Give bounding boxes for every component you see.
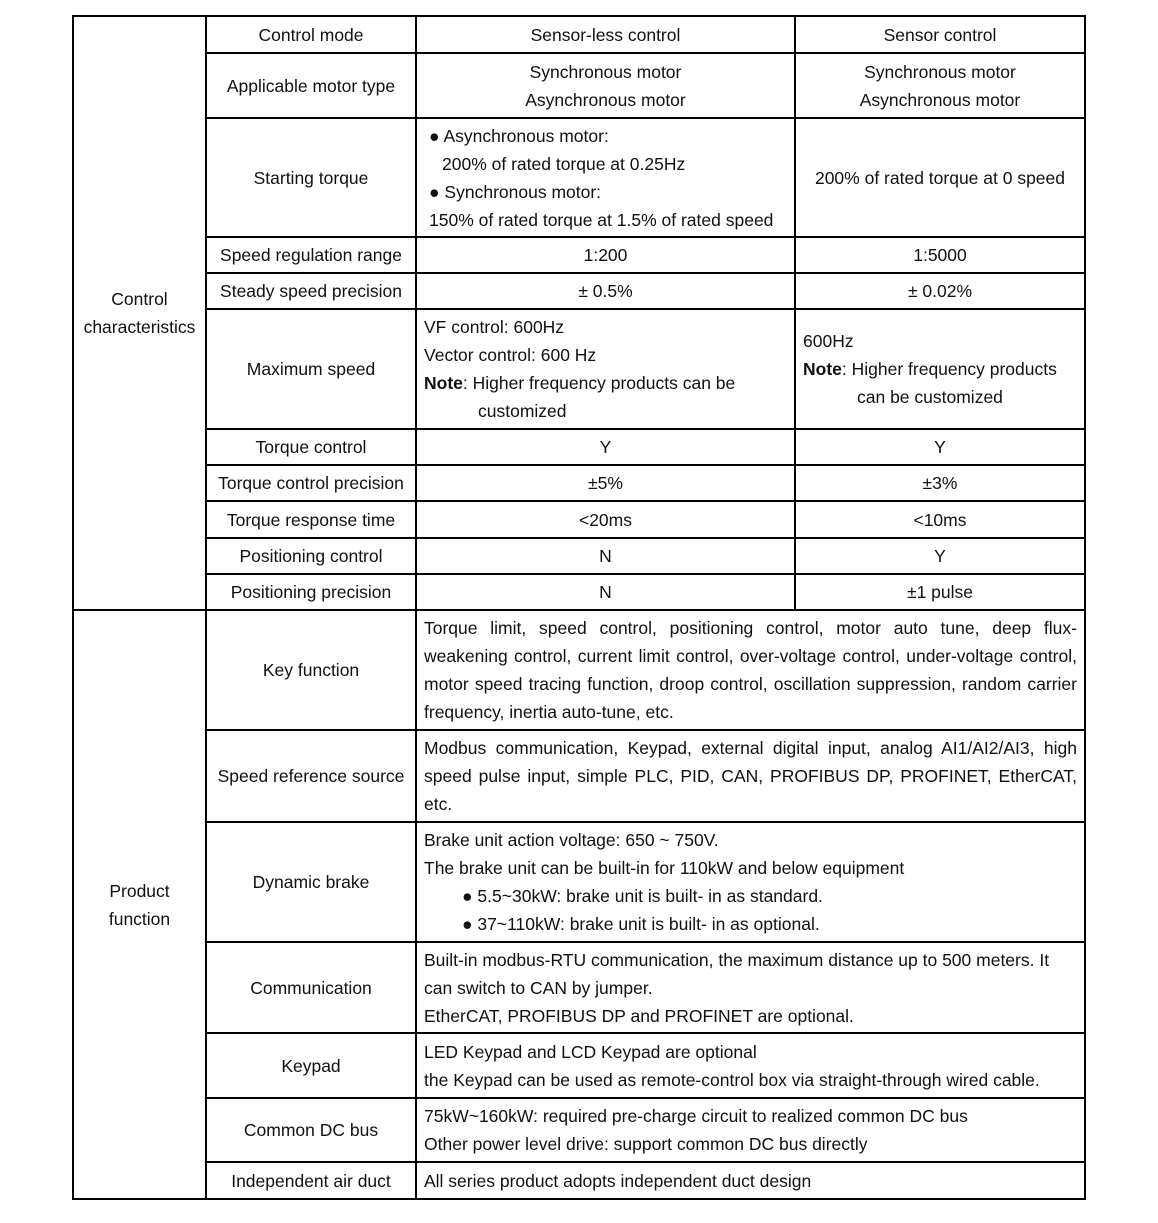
table-row: [73, 574, 1085, 610]
group-label-control: Control characteristics: [73, 16, 206, 610]
row-label: Positioning control: [206, 538, 416, 574]
cell-value: Y: [795, 538, 1085, 574]
cell-value: Y: [795, 429, 1085, 465]
table-row: [73, 118, 1085, 237]
cell-value: Torque limit, speed control, positioning control, motor auto tune, deep flux-weakening control, current limit control, over-voltage control, under-voltage control, motor speed tracing function, droop control, oscillation suppression, random carrier frequency, inertia auto-tune, etc.: [416, 610, 1085, 730]
row-label: Common DC bus: [206, 1098, 416, 1162]
cell-value: 1:200: [416, 237, 795, 273]
table-row: [73, 1162, 1085, 1199]
cell-value: ± 0.02%: [795, 273, 1085, 309]
column-header-sensorless: Sensor-less control: [416, 16, 795, 53]
row-label: Torque control: [206, 429, 416, 465]
row-label: Control mode: [206, 16, 416, 53]
row-label: Communication: [206, 942, 416, 1033]
row-label: Independent air duct: [206, 1162, 416, 1199]
cell-value: ± 0.5%: [416, 273, 795, 309]
cell-value: ● Asynchronous motor: 200% of rated torque at 0.25Hz ● Synchronous motor: 150% of rated torque at 1.5% of rated speed: [416, 118, 795, 237]
table-row: [73, 538, 1085, 574]
table-row: [73, 309, 1085, 429]
table-row: [73, 610, 1085, 730]
row-label: Key function: [206, 610, 416, 730]
table-row: [73, 53, 1085, 118]
table-row: [73, 730, 1085, 822]
cell-value: ±3%: [795, 465, 1085, 501]
cell-value: 75kW~160kW: required pre-charge circuit to realized common DC bus Other power level drive: support common DC bus directly: [416, 1098, 1085, 1162]
table-row: [73, 1033, 1085, 1098]
cell-value: Modbus communication, Keypad, external digital input, analog AI1/AI2/AI3, high speed pulse input, simple PLC, PID, CAN, PROFIBUS DP, PROFINET, EtherCAT, etc.: [416, 730, 1085, 822]
cell-value: VF control: 600Hz Vector control: 600 Hz Note: Higher frequency products can be customized: [416, 309, 795, 429]
row-label: Maximum speed: [206, 309, 416, 429]
table-row: [73, 429, 1085, 465]
row-label: Torque response time: [206, 501, 416, 538]
cell-value: Synchronous motor Asynchronous motor: [795, 53, 1085, 118]
table-row: [73, 822, 1085, 942]
cell-value: ±5%: [416, 465, 795, 501]
cell-value: 200% of rated torque at 0 speed: [795, 118, 1085, 237]
table-row: [73, 237, 1085, 273]
row-label: Positioning precision: [206, 574, 416, 610]
row-label: Speed reference source: [206, 730, 416, 822]
cell-value: LED Keypad and LCD Keypad are optional the Keypad can be used as remote-control box via straight-through wired cable.: [416, 1033, 1085, 1098]
row-label: Speed regulation range: [206, 237, 416, 273]
row-label: Starting torque: [206, 118, 416, 237]
cell-value: All series product adopts independent duct design: [416, 1162, 1085, 1199]
row-label: Applicable motor type: [206, 53, 416, 118]
table-row: [73, 273, 1085, 309]
row-label: Torque control precision: [206, 465, 416, 501]
cell-value: ±1 pulse: [795, 574, 1085, 610]
cell-value: <20ms: [416, 501, 795, 538]
row-label: Dynamic brake: [206, 822, 416, 942]
row-label: Steady speed precision: [206, 273, 416, 309]
table-row: [73, 1098, 1085, 1162]
cell-value: N: [416, 538, 795, 574]
note-label: Note: [803, 359, 842, 379]
cell-value: <10ms: [795, 501, 1085, 538]
spec-table: [72, 15, 1086, 1200]
note-label: Note: [424, 373, 463, 393]
cell-value: N: [416, 574, 795, 610]
column-header-sensor: Sensor control: [795, 16, 1085, 53]
cell-value: Synchronous motor Asynchronous motor: [416, 53, 795, 118]
cell-value: Built-in modbus-RTU communication, the maximum distance up to 500 meters. It can switch to CAN by jumper. EtherCAT, PROFIBUS DP and PROFINET are optional.: [416, 942, 1085, 1033]
table-row: [73, 942, 1085, 1033]
cell-value: Brake unit action voltage: 650 ~ 750V. The brake unit can be built-in for 110kW and below equipment ● 5.5~30kW: brake unit is built- in as standard. ● 37~110kW: brake unit is built- in as optional.: [416, 822, 1085, 942]
cell-value: Y: [416, 429, 795, 465]
cell-value: 600Hz Note: Higher frequency products can be customized: [795, 309, 1085, 429]
table-row: [73, 16, 1085, 53]
row-label: Keypad: [206, 1033, 416, 1098]
table-row: [73, 501, 1085, 538]
group-label-product: Product function: [73, 610, 206, 1199]
table-row: [73, 465, 1085, 501]
cell-value: 1:5000: [795, 237, 1085, 273]
